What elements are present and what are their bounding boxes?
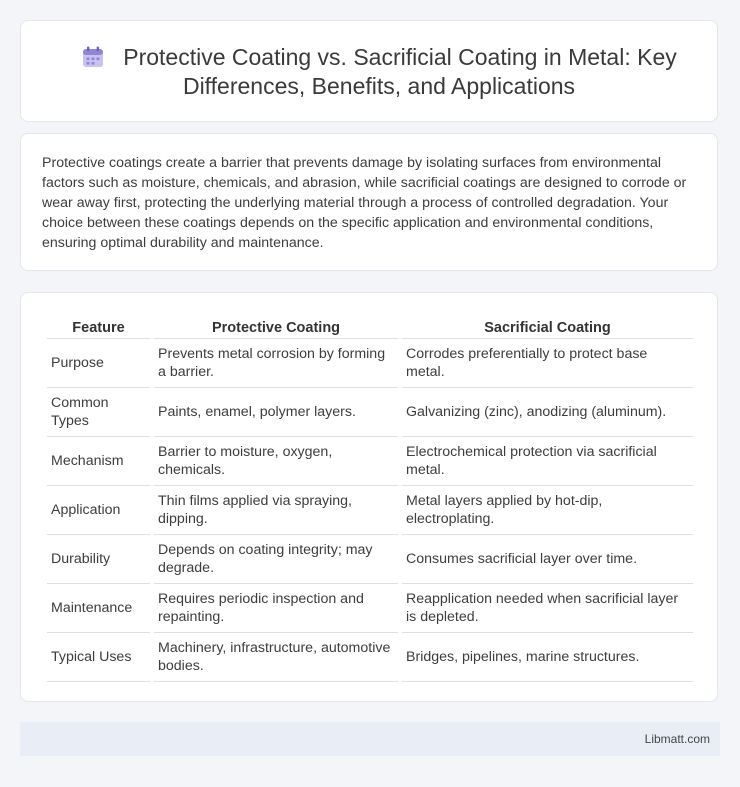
table-header-row xyxy=(47,316,693,339)
footer xyxy=(20,722,720,756)
table-row xyxy=(47,584,693,633)
title-text: Protective Coating vs. Sacrificial Coating in Metal: Key Differences, Benefits, and Applications xyxy=(123,44,677,99)
protective-cell: Barrier to moisture, oxygen, chemicals. xyxy=(154,437,398,486)
sacrificial-cell: Consumes sacrificial layer over time. xyxy=(402,535,693,584)
sacrificial-cell: Corrodes preferentially to protect base metal. xyxy=(402,339,693,388)
table-row xyxy=(47,388,693,437)
intro-card xyxy=(20,133,718,271)
page-title xyxy=(61,43,697,101)
title-card xyxy=(20,20,718,122)
feature-cell: Application xyxy=(47,486,150,535)
feature-cell: Common Types xyxy=(47,388,150,437)
intro-paragraph: Protective coatings create a barrier that prevents damage by isolating surfaces from environmental factors such as moisture, chemicals, and abrasion, while sacrificial coatings are designed to corrode or wear away first, protecting the underlying material through a process of controlled degradation. Your choice between these coatings depends on the specific application and environmental conditions, ensuring optimal durability and maintenance. xyxy=(42,155,687,251)
table-row xyxy=(47,535,693,584)
protective-cell: Machinery, infrastructure, automotive bodies. xyxy=(154,633,398,682)
table-row xyxy=(47,486,693,535)
calendar-icon xyxy=(81,45,105,69)
sacrificial-cell: Galvanizing (zinc), anodizing (aluminum). xyxy=(402,388,693,437)
comparison-table-card xyxy=(20,292,718,702)
header-protective: Protective Coating xyxy=(154,316,398,339)
protective-cell: Thin films applied via spraying, dipping. xyxy=(154,486,398,535)
sacrificial-cell: Electrochemical protection via sacrificial metal. xyxy=(402,437,693,486)
feature-cell: Durability xyxy=(47,535,150,584)
feature-cell: Mechanism xyxy=(47,437,150,486)
sacrificial-cell: Metal layers applied by hot-dip, electroplating. xyxy=(402,486,693,535)
protective-cell: Prevents metal corrosion by forming a barrier. xyxy=(154,339,398,388)
header-sacrificial: Sacrificial Coating xyxy=(402,316,693,339)
protective-cell: Paints, enamel, polymer layers. xyxy=(154,388,398,437)
sacrificial-cell: Bridges, pipelines, marine structures. xyxy=(402,633,693,682)
protective-cell: Depends on coating integrity; may degrade. xyxy=(154,535,398,584)
feature-cell: Typical Uses xyxy=(47,633,150,682)
header-feature: Feature xyxy=(47,316,150,339)
feature-cell: Purpose xyxy=(47,339,150,388)
protective-cell: Requires periodic inspection and repainting. xyxy=(154,584,398,633)
table-row xyxy=(47,339,693,388)
footer-site-link[interactable]: Libmatt.com xyxy=(644,732,710,746)
comparison-table xyxy=(43,316,697,682)
table-row xyxy=(47,437,693,486)
sacrificial-cell: Reapplication needed when sacrificial layer is depleted. xyxy=(402,584,693,633)
table-row xyxy=(47,633,693,682)
feature-cell: Maintenance xyxy=(47,584,150,633)
